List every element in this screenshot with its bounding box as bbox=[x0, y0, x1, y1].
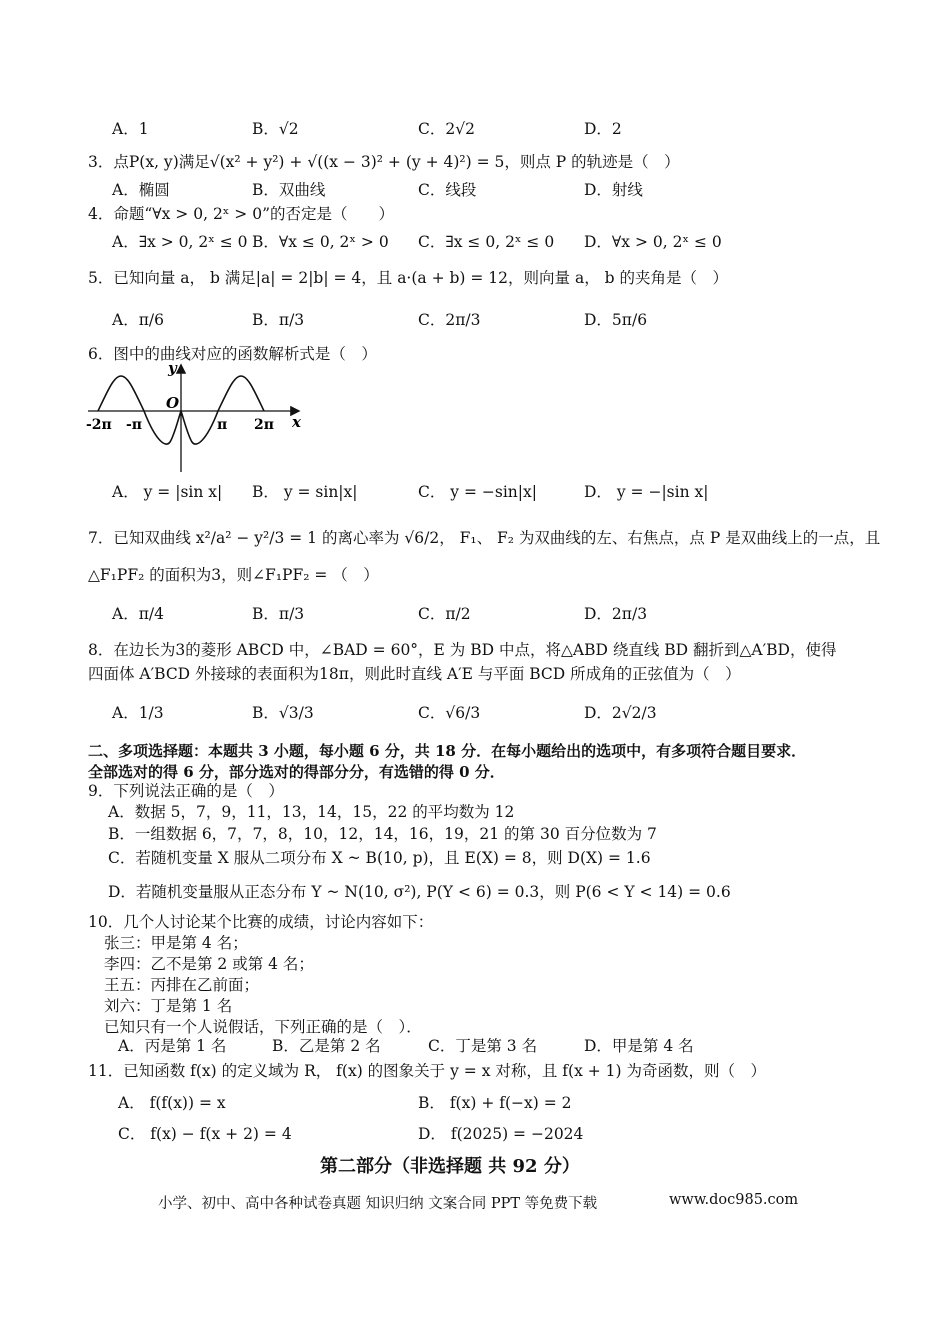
tick-label-2pi: 2π bbox=[254, 417, 274, 433]
q6-option-d: D． y = −|sin x| bbox=[584, 483, 709, 501]
q11-option-c: C． f(x) − f(x + 2) = 4 bbox=[118, 1125, 292, 1143]
q3-option-c: C．线段 bbox=[418, 181, 477, 199]
q10-statement-lisi: 李四：乙不是第 2 或第 4 名； bbox=[104, 955, 314, 973]
q2-option-b: B．√2 bbox=[252, 120, 299, 138]
part2-title: 第二部分（非选择题 共 92 分） bbox=[320, 1156, 580, 1177]
q4-stem: 4．命题“∀x > 0, 2ˣ > 0”的否定是（ ） bbox=[88, 205, 394, 223]
q7-option-c: C．π/2 bbox=[418, 605, 471, 623]
q10-statement-liuliu: 刘六：丁是第 1 名 bbox=[104, 997, 233, 1015]
q8-option-c: C．√6/3 bbox=[418, 704, 481, 722]
q6-stem: 6．图中的曲线对应的函数解析式是（ ） bbox=[88, 345, 377, 363]
q10-condition: 已知只有一个人说假话，下列正确的是（ ）． bbox=[104, 1018, 422, 1036]
q10-option-a: A．丙是第 1 名 bbox=[118, 1037, 227, 1055]
section2-heading-line2: 全部选对的得 6 分，部分选对的得部分分，有选错的得 0 分． bbox=[88, 763, 505, 781]
q3-stem: 3．点P(x, y)满足√(x² + y²) + √((x − 3)² + (y + 4)²) = 5，则点 P 的轨迹是（ ） bbox=[88, 153, 680, 171]
q8-option-b: B．√3/3 bbox=[252, 704, 314, 722]
q11-option-d: D． f(2025) = −2024 bbox=[418, 1125, 584, 1143]
q7-stem-line1: 7．已知双曲线 x²/a² − y²/3 = 1 的离心率为 √6/2， F₁、 F₂ 为双曲线的左、右焦点，点 P 是双曲线上的一点，且 bbox=[88, 529, 881, 547]
x-label: x bbox=[292, 413, 301, 431]
curve-right bbox=[218, 376, 264, 411]
q5-option-b: B．π/3 bbox=[252, 311, 305, 329]
q3-option-a: A．椭圆 bbox=[112, 181, 170, 199]
q11-option-a: A． f(f(x)) = x bbox=[118, 1094, 226, 1112]
q2-option-d: D．2 bbox=[584, 120, 622, 138]
tick-label-mpi: -π bbox=[126, 417, 143, 433]
q5-stem: 5．已知向量 a， b 满足|a| = 2|b| = 4，且 a·(a + b) = 12，则向量 a， b 的夹角是（ ） bbox=[88, 269, 728, 287]
q11-stem: 11．已知函数 f(x) 的定义域为 R， f(x) 的图象关于 y = x 对称，且 f(x + 1) 为奇函数，则（ ） bbox=[88, 1062, 766, 1080]
q4-option-c: C．∃x ≤ 0, 2ˣ ≤ 0 bbox=[418, 233, 555, 251]
q7-option-a: A．π/4 bbox=[112, 605, 164, 623]
tick-label-pi: π bbox=[217, 417, 228, 433]
q6-option-c: C． y = −sin|x| bbox=[418, 483, 537, 501]
q3-option-b: B．双曲线 bbox=[252, 181, 326, 199]
q5-option-c: C．2π/3 bbox=[418, 311, 481, 329]
curve-left bbox=[98, 376, 144, 411]
q10-stem: 10．几个人讨论某个比赛的成绩，讨论内容如下： bbox=[88, 913, 434, 931]
q5-option-a: A．π/6 bbox=[112, 311, 164, 329]
q4-option-b: B．∀x ≤ 0, 2ˣ > 0 bbox=[252, 233, 389, 251]
q10-statement-zhangsan: 张三：甲是第 4 名； bbox=[104, 934, 248, 952]
origin-label: O bbox=[166, 394, 180, 412]
q8-stem-line1: 8．在边长为3的菱形 ABCD 中，∠BAD = 60°，E 为 BD 中点，将△ABD 绕直线 BD 翻折到△A′BD，使得 bbox=[88, 641, 837, 659]
q5-option-d: D．5π/6 bbox=[584, 311, 648, 329]
q2-option-c: C．2√2 bbox=[418, 120, 475, 138]
q3-option-d: D．射线 bbox=[584, 181, 643, 199]
section2-heading-line1: 二、多项选择题：本题共 3 小题，每小题 6 分，共 18 分．在每小题给出的选项中，有多项符合题目要求． bbox=[88, 742, 807, 760]
tick-label-m2pi: -2π bbox=[86, 417, 112, 433]
y-label: y bbox=[168, 360, 177, 377]
q10-statement-wangwu: 王五：丙排在乙前面； bbox=[104, 976, 260, 994]
q6-option-a: A． y = |sin x| bbox=[112, 483, 223, 501]
q7-option-d: D．2π/3 bbox=[584, 605, 648, 623]
q10-option-c: C．丁是第 3 名 bbox=[428, 1037, 538, 1055]
q6-option-b: B． y = sin|x| bbox=[252, 483, 358, 501]
q9-option-b: B．一组数据 6，7，7，8，10，12，14，16，19，21 的第 30 百分位数为 7 bbox=[108, 825, 657, 843]
q9-option-d: D．若随机变量服从正态分布 Y ~ N(10, σ²), P(Y < 6) = 0.3，则 P(6 < Y < 14) = 0.6 bbox=[108, 883, 731, 901]
q7-stem-line2: △F₁PF₂ 的面积为3，则∠F₁PF₂ = （ ） bbox=[88, 566, 379, 584]
q8-option-a: A．1/3 bbox=[112, 704, 164, 722]
q9-option-c: C．若随机变量 X 服从二项分布 X ~ B(10, p)，且 E(X) = 8，则 D(X) = 1.6 bbox=[108, 849, 651, 867]
q11-option-b: B． f(x) + f(−x) = 2 bbox=[418, 1094, 572, 1112]
q8-stem-line2: 四面体 A′BCD 外接球的表面积为18π，则此时直线 A′E 与平面 BCD 所成角的正弦值为（ ） bbox=[88, 665, 741, 683]
q10-option-b: B．乙是第 2 名 bbox=[272, 1037, 381, 1055]
footer-text: 小学、初中、高中各种试卷真题 知识归纳 文案合同 PPT 等免费下载 bbox=[158, 1196, 598, 1212]
q4-option-a: A．∃x > 0, 2ˣ ≤ 0 bbox=[112, 233, 248, 251]
q9-option-a: A．数据 5，7，9，11，13，14，15，22 的平均数为 12 bbox=[108, 803, 515, 821]
q8-option-d: D．2√2/3 bbox=[584, 704, 657, 722]
q9-stem: 9．下列说法正确的是（ ） bbox=[88, 782, 284, 800]
q10-option-d: D．甲是第 4 名 bbox=[584, 1037, 694, 1055]
q4-option-d: D．∀x > 0, 2ˣ ≤ 0 bbox=[584, 233, 722, 251]
q6-graph bbox=[84, 360, 314, 474]
q7-option-b: B．π/3 bbox=[252, 605, 305, 623]
footer-url[interactable]: www.doc985.com bbox=[669, 1192, 799, 1208]
q2-option-a: A．1 bbox=[112, 120, 149, 138]
